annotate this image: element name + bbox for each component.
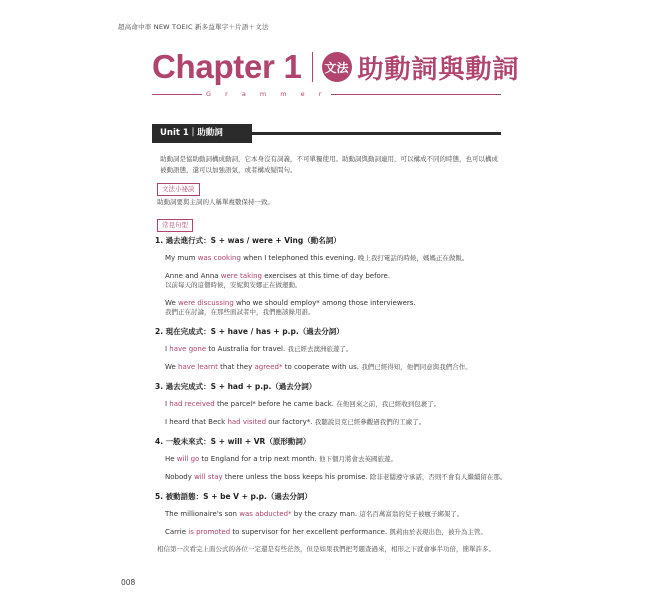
highlight-verb: have learnt [178,363,218,371]
example-translation: 在他回來之前，我已經收到包裹了。 [336,400,441,408]
highlight-verb: agreed* [254,363,283,371]
section-head: 3. 過去完成式：S + had + p.p.（過去分詞） [155,382,317,391]
unit-bar-tail [252,132,501,135]
highlight-verb: had received [169,400,215,408]
example-translation: 晚上我打電話的時候，媽媽正在做飯。 [357,254,469,262]
closing-paragraph: 相信第一次看完上面公式的各位一定還是有些茫然，但是如果我們把考題查過來，相形之下就會事半功倍，簡單許多。 [157,545,495,553]
highlight-verb: was cooking [197,254,241,262]
section-head: 1. 過去進行式：S + was / were + Ving（動名詞） [155,236,341,245]
example-translation: 我聽說貝克已經參觀過我們的工廠了。 [314,418,426,426]
example-sentence: The millionaire's son was abducted* by the crazy man. 這名百萬富翁的兒子被瘋子綁架了。 [165,510,464,518]
example-sentence: I had received the parcel* before he came back. 在他回來之前，我已經收到包裹了。 [165,400,441,408]
intro-paragraph: 助動詞是協助動詞構成動詞，它本身沒有詞義，不可單獨使用。助動詞與動詞連用，可以構成不同的時態，也可以構成被動語態，還可以加強語氣，或者構成疑問句。 [160,155,498,174]
highlight-verb: were taking [220,272,262,280]
example-sentence: Carrie is promoted to supervisor for her excellent performance. 凱莉由於表現出色，被升為主管。 [165,528,487,536]
example-sentence: I heard that Beck had visited our factory*. 我聽說貝克已經參觀過我們的工廠了。 [165,418,426,426]
example-translation: 我們已經得知，他們同意與我們合作。 [361,363,472,371]
example-translation: 我已經去澳洲旅遊了。 [287,345,353,353]
highlight-verb: will stay [194,473,223,481]
example-sentence: Anne and Anna were taking exercises at this time of day before. [165,272,391,280]
example-translation: 除非老闆遵守承諾，否則不會有人繼續留在那。 [369,473,507,481]
chapter-title-cn: 助動詞與動詞 [357,54,520,85]
highlight-verb: will go [176,455,200,463]
section-head: 2. 現在完成式：S + have / has + p.p.（過去分詞） [155,327,344,336]
example-sentence: I have gone to Australia for travel. 我已經去澳洲旅遊了。 [165,345,353,353]
example-sentence: We have learnt that they agreed* to cooperate with us. 我們已經得知，他們同意與我們合作。 [165,363,472,371]
highlight-verb: had visited [227,418,267,426]
highlight-verb: were discussing [178,299,234,307]
chapter-title [152,47,520,87]
chapter-badge: 文法 [322,52,352,82]
example-translation: 凱莉由於表現出色，被升為主管。 [389,528,487,536]
patterns-tag: 常見句型 [157,219,193,232]
example-translation: 我們正在討論，在那些面試者中，我們應該錄用誰。 [165,308,315,316]
grammer-rule [152,89,501,99]
unit-bar [152,124,501,143]
tip-tag: 文法小祕訣 [157,183,200,196]
example-translation: 他下個月將會去英國旅遊。 [318,455,397,463]
example-translation: 這名百萬富翁的兒子被瘋子綁架了。 [359,510,464,518]
chapter-subtitle: G r a m m e r [202,89,331,99]
example-sentence: Nobody will stay there unless the boss keeps his promise. 除非老闆遵守承諾，否則不會有人繼續留在那。 [165,473,507,481]
unit-label: Unit 1｜助動詞 [152,124,252,143]
highlight-verb: have gone [169,345,207,353]
section-head: 5. 被動語態：S + be V + p.p.（過去分詞） [155,492,312,501]
example-translation: 以前每天的這個時候，安妮與安娜正在做運動。 [165,281,302,289]
highlight-verb: was abducted* [239,510,292,518]
highlight-verb: is promoted [188,528,231,536]
example-sentence: He will go to England for a trip next month. 他下個月將會去英國旅遊。 [165,455,397,463]
page-number: 008 [121,578,136,587]
tip-text: 助動詞要與主詞的人稱單複數保持一致。 [157,198,274,206]
example-sentence: My mum was cooking when I telephoned this evening. 晚上我打電話的時候，媽媽正在做飯。 [165,254,469,262]
section-head: 4. 一般未來式：S + will + VR（原形動詞） [155,437,311,446]
book-header: 超高命中率 NEW TOEIC 新多益單字＋片語＋文法 [118,23,269,31]
example-sentence: We were discussing who we should employ* among those interviewers. [165,299,416,307]
chapter-divider [312,52,313,82]
chapter-label: Chapter 1 [152,48,302,85]
